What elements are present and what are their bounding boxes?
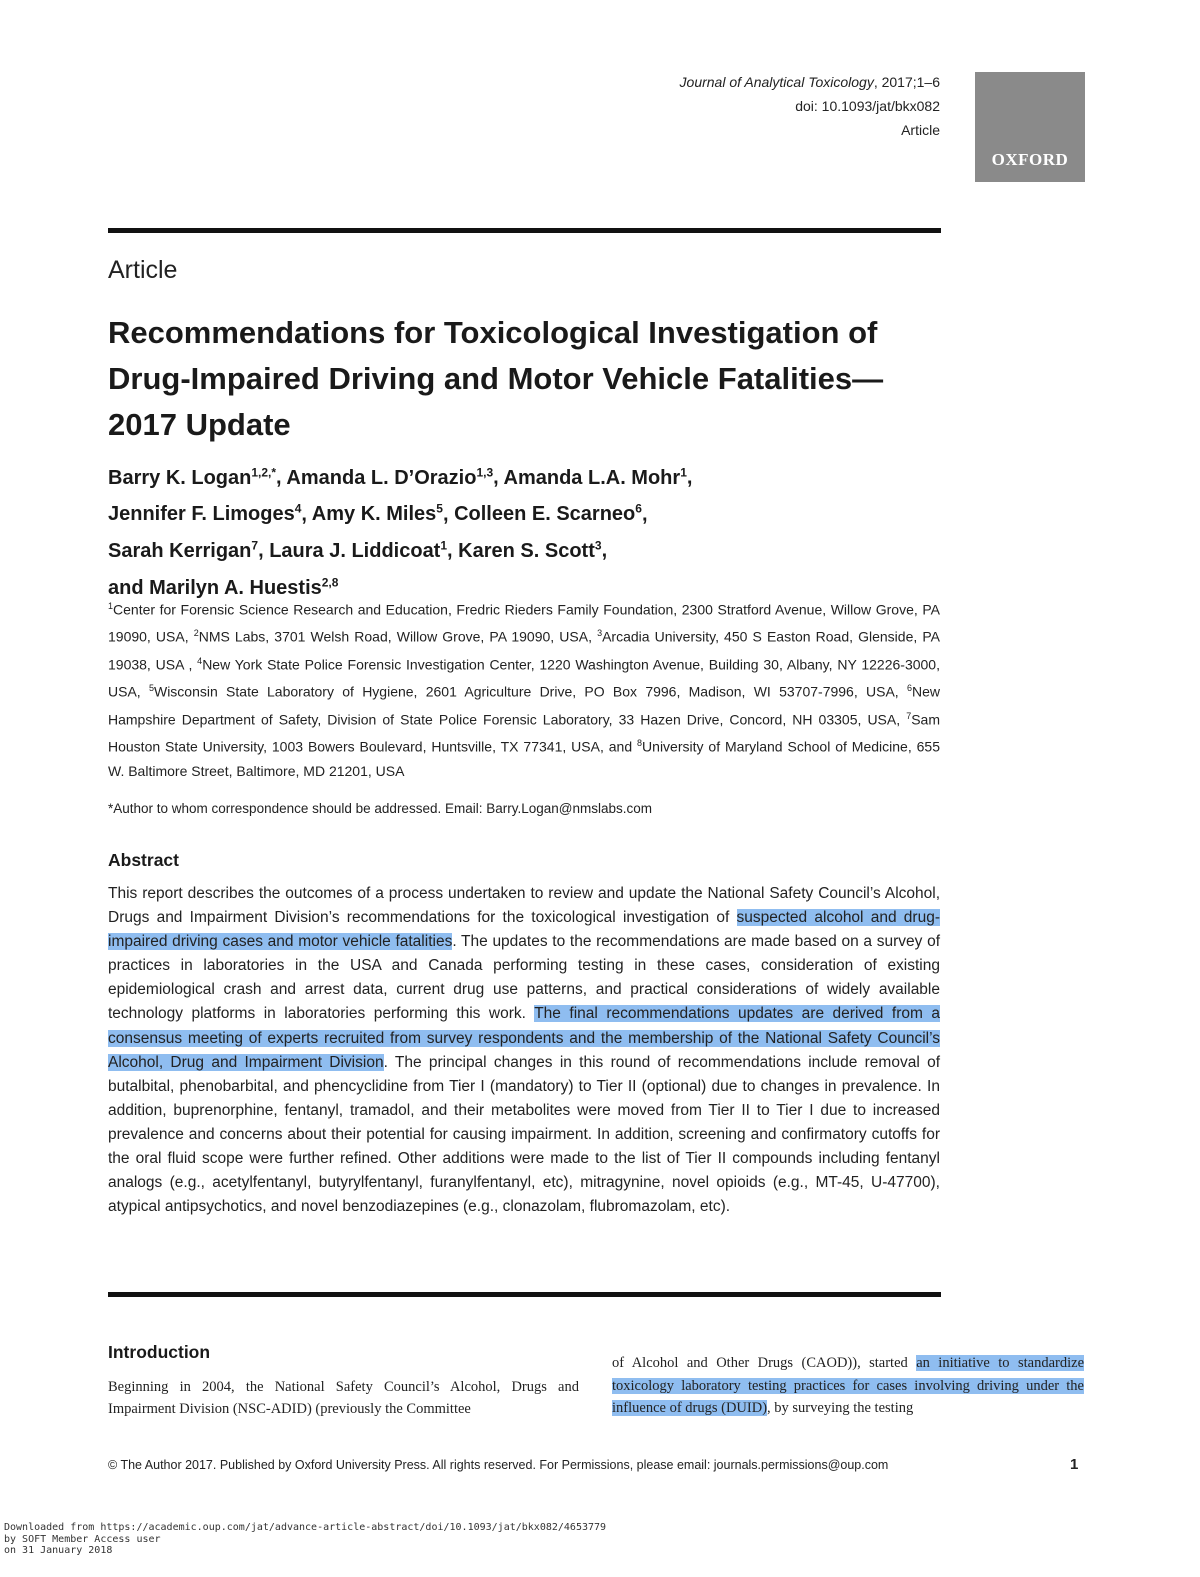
journal-citation: , 2017;1–6 (873, 74, 940, 90)
author-name: Amy K. Miles (311, 503, 437, 526)
author-affiliation-marker: 1,2,* (251, 465, 277, 479)
affiliation-marker: 2 (193, 628, 199, 639)
author (454, 503, 642, 525)
affiliation-marker: 8 (637, 738, 643, 749)
author-affiliation-marker: 7 (251, 538, 259, 553)
affiliation-text: University of Maryland School of Medicine, 655 W. Baltimore Street, Baltimore, MD 21201, USA (108, 738, 940, 779)
affiliation-marker: 6 (906, 683, 912, 694)
author-affiliation-marker: 6 (635, 501, 642, 516)
author-separator: , (601, 539, 608, 562)
author (286, 467, 493, 489)
journal-article-type: Article (901, 122, 940, 138)
oxford-logo (975, 72, 1085, 182)
top-rule (108, 228, 941, 233)
article-kind: Article (108, 256, 178, 284)
author-affiliation-marker: 5 (436, 501, 443, 516)
download-notice-line: on 31 January 2018 (4, 1545, 113, 1556)
journal-info (680, 70, 940, 142)
author (269, 540, 447, 562)
affiliation-marker: 7 (906, 710, 912, 721)
affiliation-text: NMS Labs, 3701 Welsh Road, Willow Grove, PA 19090, USA, (198, 629, 598, 646)
abstract-text: . The principal changes in this round of recommendations include removal of butalbital, phenobarbital, and phencyclidine from Tier I (mandatory) to Tier II (optional) due to changes in prevalence. In addition, buprenorphine, fentanyl, tramadol, and their metabolites were moved from Tier II to Tier I due to increased prevalence and concerns about their potential for causing impairment. In addition, screening and confirmatory cutoffs for the oral fluid scope were further refined. Other additions were made to the list of Tier II compounds including fentanyl analogs (e.g., acetylfentanyl, butyrylfentanyl, furanylfentanyl, etc), mitragynine, novel opioids (e.g., MT-45, U-47700), atypical antipsychotics, and novel benzodiazepines (e.g., clonazolam, flubromazolam, etc). (108, 1053, 940, 1216)
author-list (108, 457, 928, 604)
article-title: Recommendations for Toxicological Investigation of Drug-Impaired Driving and Motor Vehicle Fatalities—2017 Update (108, 315, 884, 442)
author-name: Karen S. Scott (458, 539, 595, 562)
abstract-body (108, 882, 940, 1219)
abstract-text: . The updates to the recommendations are made based on a survey of practices in laboratories in the USA and Canada performing testing in these cases, consideration of existing epidemiological crash and arrest data, current drug use patterns, and practical considerations of widely available technology platforms in laboratories performing this work. (108, 933, 940, 1023)
author-affiliation-marker: 1 (680, 465, 687, 479)
author-separator: , (447, 539, 459, 562)
author (108, 540, 258, 562)
oxford-logo-text: OXFORD (991, 150, 1069, 169)
abstract-heading: Abstract (108, 850, 179, 870)
author-separator: , (276, 466, 287, 489)
page-number: 1 (1070, 1456, 1079, 1473)
author-separator: , (686, 466, 693, 489)
journal-name: Journal of Analytical Toxicology (679, 74, 874, 90)
author-name: and Marilyn A. Huestis (108, 576, 322, 599)
author-affiliation-marker: 1,3 (476, 465, 494, 479)
introduction-heading: Introduction (108, 1342, 211, 1362)
affiliation-marker: 1 (108, 601, 114, 611)
intro-text: of Alcohol and Other Drugs (CAOD)), started (612, 1355, 917, 1371)
affiliation-text: Wisconsin State Laboratory of Hygiene, 2601 Agriculture Drive, PO Box 7996, Madison, WI 53707-7996, USA, (153, 684, 907, 701)
author-name: Sarah Kerrigan (108, 539, 252, 562)
affiliation-text: New Hampshire Department of Safety, Division of State Police Forensic Laboratory, 33 Hazen Drive, Concord, NH 03305, USA, (108, 684, 940, 728)
copyright-footer: © The Author 2017. Published by Oxford University Press. All rights reserved. For Permissions, please email: journals.permissions@oup.com (108, 1458, 889, 1472)
download-notice-line: by SOFT Member Access user (4, 1533, 161, 1545)
intro-text: , by surveying the testing (767, 1400, 914, 1416)
author-affiliation-marker: 1 (440, 538, 448, 553)
author-separator: , (641, 503, 648, 526)
correspondence-note: *Author to whom correspondence should be addressed. Email: Barry.Logan@nmslabs.com (108, 801, 652, 816)
affiliations (108, 595, 940, 784)
author-name: Jennifer F. Limoges (108, 503, 295, 526)
author-name: Amanda L. D’Orazio (286, 466, 477, 489)
affiliation-text: Arcadia University, 450 S Easton Road, Glenside, PA 19038, USA , (108, 629, 940, 673)
affiliation-marker: 5 (148, 683, 154, 694)
author-separator: , (258, 539, 270, 562)
affiliation-text: Center for Forensic Science Research and Education, Fredric Rieders Family Foundation, 2300 Stratford Avenue, Willow Grove, PA 19090, USA, (108, 601, 940, 646)
author-name: Colleen E. Scarneo (454, 503, 636, 526)
introduction-right-column (612, 1352, 1084, 1420)
intro-highlight: an initiative to standardize toxicology laboratory testing practices for cases involving driving under the influence of drugs (DUID) (612, 1355, 1085, 1416)
author (312, 503, 443, 525)
affiliation-text: New York State Police Forensic Investigation Center, 1220 Washington Avenue, Building 30, Albany, NY 12226-3000, USA, (108, 656, 940, 701)
author-affiliation-marker: 4 (294, 501, 302, 516)
introduction-left-column: Beginning in 2004, the National Safety Council’s Alcohol, Drugs and Impairment Division (NSC-ADID) (previously the Committee (108, 1379, 579, 1417)
abstract-text: This report describes the outcomes of a process undertaken to review and update the National Safety Council’s Alcohol, Drugs and Impairment Division’s recommendations for the toxicological investigation of (108, 885, 940, 927)
abstract-highlight: The final recommendations updates are derived from a consensus meeting of experts recruited from survey respondents and the membership of the National Safety Council’s Alcohol, Drug and Impairment Division (108, 1005, 940, 1071)
author-affiliation-marker: 3 (594, 538, 602, 553)
abstract-highlight: suspected alcohol and drug-impaired driving cases and motor vehicle fatalities (108, 909, 940, 951)
download-notice-line: Downloaded from https://academic.oup.com/jat/advance-article-abstract/doi/10.1093/jat/bkx082/4653779 (4, 1522, 607, 1533)
affiliation-marker: 4 (197, 655, 203, 666)
author-separator: , (493, 466, 504, 489)
author (108, 467, 276, 489)
affiliation-text: Sam Houston State University, 1003 Bowers Boulevard, Huntsville, TX 77341, USA, and (108, 711, 940, 755)
download-notice (4, 1522, 606, 1557)
author-affiliation-marker: 2,8 (321, 574, 339, 589)
abstract-bottom-rule (108, 1292, 941, 1297)
affiliation-marker: 3 (597, 628, 603, 639)
author-name: Amanda L.A. Mohr (503, 466, 681, 489)
author-name: Barry K. Logan (108, 466, 252, 489)
author (458, 540, 601, 562)
author (504, 467, 687, 489)
author-separator: , (442, 503, 455, 526)
author (108, 503, 301, 525)
journal-doi: doi: 10.1093/jat/bkx082 (795, 98, 940, 114)
author-separator: , (301, 503, 312, 526)
author-name: Laura J. Liddicoat (269, 539, 441, 562)
